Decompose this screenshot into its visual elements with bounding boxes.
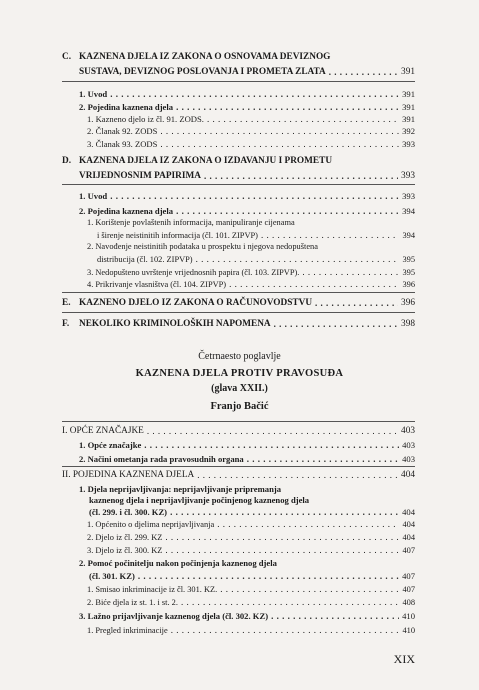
entry-label: 1. Kazneno djelo iz čl. 91. ZODS. <box>87 114 204 124</box>
toc-entry <box>87 138 415 149</box>
section-f-row <box>62 318 415 329</box>
group-1-line3: (čl. 299. i čl. 300. KZ) <box>89 507 168 517</box>
dot-leader <box>165 544 399 555</box>
toc-entry <box>87 266 415 277</box>
dot-leader <box>165 531 399 542</box>
entry-label: 1. Smisao inkriminacije iz čl. 301. KZ. <box>87 585 218 594</box>
entry-page: 407 <box>402 571 415 581</box>
entry-label: 1. Uvod <box>79 89 108 99</box>
entry-label-cont: distribucija (čl. 102. ZIPVP) <box>97 255 193 264</box>
dot-leader <box>261 229 399 240</box>
entry-page: 408 <box>402 598 415 607</box>
entry-page: 391 <box>402 102 415 112</box>
entry-label: 3. Članak 93. ZODS <box>87 139 158 149</box>
entry-page: 391 <box>402 114 415 124</box>
entry-label: 1. Uvod <box>79 191 108 201</box>
entry-page: 410 <box>402 626 415 635</box>
dot-leader <box>220 583 399 594</box>
entry-page: 396 <box>402 280 415 289</box>
part-1-page: 403 <box>401 426 415 436</box>
entry-page: 407 <box>402 546 415 555</box>
chapter-author: Franjo Bačić <box>210 401 269 412</box>
dot-leader <box>170 506 399 517</box>
chapter-title: KAZNENA DJELA PROTIV PRAVOSUĐA <box>135 368 344 379</box>
entry-label: 2. Načini ometanja rada pravosudnih organa <box>79 454 244 464</box>
dot-leader <box>207 113 399 124</box>
divider <box>62 312 415 313</box>
entry-page: 391 <box>402 89 415 99</box>
toc-entry <box>89 506 415 517</box>
section-e-page: 396 <box>401 298 415 308</box>
toc-entry <box>87 113 415 124</box>
section-d-row <box>79 170 415 181</box>
entry-page: 404 <box>402 507 415 517</box>
toc-entry <box>79 205 415 216</box>
part-2-page: 404 <box>401 470 415 480</box>
dot-leader <box>176 205 399 216</box>
toc-entry <box>87 596 415 607</box>
toc-entry <box>79 88 415 99</box>
section-c-line2: SUSTAVA, DEVIZNOG POSLOVANJA I PROMETA ZLATA <box>79 67 326 77</box>
entry-label: 2. Pojedina kaznena djela <box>79 206 174 216</box>
section-e-row <box>62 297 415 308</box>
divider <box>62 292 415 293</box>
entry-label: 2. Biće djela iz st. 1. i st. 2. <box>87 598 178 607</box>
group-1-line1: 1. Djela neprijavljivanja: neprijavljivanje pripremanja <box>79 484 282 494</box>
entry-label: 4. Prikrivanje vlasništva (čl. 104. ZIPVP) <box>87 280 227 289</box>
divider <box>62 421 415 422</box>
toc-entry <box>97 253 415 264</box>
section-f-text: NEKOLIKO KRIMINOLOŠKIH NAPOMENA <box>79 319 271 329</box>
entry-page: 410 <box>402 611 415 621</box>
entry-label: 3. Nedopušteno uvrštenje vrijednosnih papira (čl. 103. ZIPVP). <box>87 268 300 277</box>
section-c-label: C. <box>62 52 72 62</box>
part-1-row <box>62 425 415 436</box>
section-f-label: F. <box>62 319 70 329</box>
section-d-page: 393 <box>401 171 415 181</box>
entry-page: 407 <box>402 585 415 594</box>
divider <box>62 81 415 82</box>
entry-label: 2. Članak 92. ZODS <box>87 126 158 136</box>
entry-label: 2. Pojedina kaznena djela <box>79 102 174 112</box>
toc-entry <box>87 125 415 136</box>
dot-leader <box>110 88 399 99</box>
dot-leader <box>302 266 399 277</box>
entry-label: 2. Navođenje neistinitih podataka u prospektu i njegova nedopuštena <box>87 242 318 251</box>
page-folio: XIX <box>393 652 415 666</box>
toc-entry <box>97 229 415 240</box>
toc-entry <box>87 583 415 594</box>
dot-leader <box>271 610 399 621</box>
dot-leader <box>197 469 398 480</box>
dot-leader <box>138 570 399 581</box>
entry-page: 394 <box>402 206 415 216</box>
dot-leader <box>217 518 399 529</box>
divider <box>62 184 415 185</box>
entry-label: 2. Djelo iz čl. 299. KZ <box>87 533 163 542</box>
group-2-line2: (čl. 301. KZ) <box>89 571 135 581</box>
section-c-line1: KAZNENA DJELA IZ ZAKONA O OSNOVAMA DEVIZNOG <box>79 52 331 62</box>
section-d-label: D. <box>62 156 72 166</box>
toc-entry <box>79 101 415 112</box>
toc-entry <box>87 624 415 635</box>
toc-entry <box>79 190 415 201</box>
group-1-line2: kaznenog djela i neprijavljivanje počinjenog kaznenog djela <box>89 495 310 505</box>
dot-leader <box>247 453 399 464</box>
dot-leader <box>229 278 399 289</box>
toc-entry <box>79 453 415 464</box>
entry-label: 3. Djelo iz čl. 300. KZ <box>87 546 163 555</box>
toc-entry <box>79 610 415 621</box>
dot-leader <box>176 101 399 112</box>
dot-leader <box>144 439 399 450</box>
toc-entry <box>87 278 415 289</box>
toc-entry <box>79 439 415 450</box>
section-d-line1: KAZNENA DJELA IZ ZAKONA O IZDAVANJU I PROMETU <box>79 156 333 166</box>
part-2-label: II. POJEDINA KAZNENA DJELA <box>62 470 195 480</box>
dot-leader <box>171 624 400 635</box>
dot-leader <box>160 125 399 136</box>
part-2-row <box>62 469 415 480</box>
dot-leader <box>329 66 398 77</box>
dot-leader <box>315 297 398 308</box>
section-f-page: 398 <box>401 319 415 329</box>
part-1-label: I. OPĆE ZNAČAJKE <box>62 426 144 436</box>
section-d-line2: VRIJEDNOSNIM PAPIRIMA <box>79 171 201 181</box>
section-e-label: E. <box>62 298 71 308</box>
dot-leader <box>181 596 399 607</box>
chapter-heading: Četrnaesto poglavlje <box>198 351 281 362</box>
entry-label: 1. Opće značajke <box>79 440 142 450</box>
toc-entry <box>87 531 415 542</box>
dot-leader <box>160 138 399 149</box>
entry-page: 395 <box>402 268 415 277</box>
section-e-text: KAZNENO DJELO IZ ZAKONA O RAČUNOVODSTVU <box>79 298 313 308</box>
toc-entry <box>89 570 415 581</box>
dot-leader <box>204 170 398 181</box>
dot-leader <box>147 425 398 436</box>
group-2-line1: 2. Pomoć počinitelju nakon počinjenja kaznenog djela <box>79 558 277 568</box>
entry-page: 394 <box>402 231 415 240</box>
entry-page: 403 <box>402 440 415 450</box>
entry-label: 1. Općenito o djelima neprijavljivanja <box>87 520 215 529</box>
entry-label: 1. Pregled inkriminacije <box>87 626 168 635</box>
entry-page: 393 <box>402 139 415 149</box>
toc-entry <box>87 544 415 555</box>
section-c-row <box>79 66 415 77</box>
chapter-subtitle: (glava XXII.) <box>211 383 268 394</box>
dot-leader <box>196 253 400 264</box>
dot-leader <box>110 190 399 201</box>
divider <box>62 466 415 467</box>
entry-page: 404 <box>402 520 415 529</box>
group-3-line1: 3. Lažno prijavljivanje kaznenog djela (čl. 302. KZ) <box>79 611 269 621</box>
section-c-page: 391 <box>401 67 415 77</box>
toc-entry <box>87 518 415 529</box>
entry-page: 395 <box>402 255 415 264</box>
entry-page: 393 <box>402 191 415 201</box>
entry-page: 404 <box>402 533 415 542</box>
dot-leader <box>274 318 398 329</box>
entry-label: 1. Korištenje povlaštenih informacija, manipuliranje cijenama <box>87 218 295 227</box>
entry-page: 403 <box>402 454 415 464</box>
entry-label-cont: i širenje neistinitih informacija (čl. 101. ZIPVP) <box>97 231 258 240</box>
entry-page: 392 <box>402 126 415 136</box>
